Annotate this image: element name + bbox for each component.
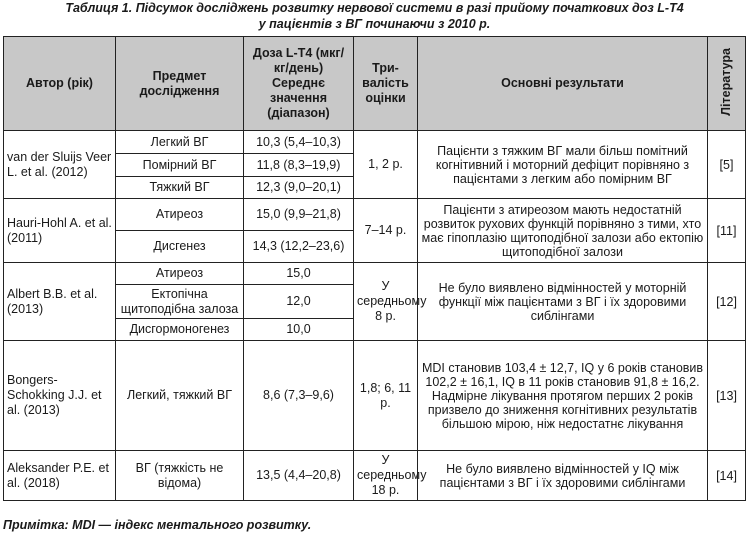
cell-dose: 10,0 [244,319,354,341]
cell-subject: Тяжкий ВГ [116,177,244,199]
caption-line-2: у пацієнтів з ВГ починаючи з 2010 р. [258,17,491,31]
header-subject: Предмет дослідження [116,37,244,131]
table-row [4,451,746,501]
header-duration: Три-валість оцінки [354,37,418,131]
cell-ref: [14] [708,451,746,501]
cell-ref: [13] [708,341,746,451]
cell-result: Пацієнти з атиреозом мають недостатній розвиток рухових функцій порівняно з тими, хто має гіпоплазію щитоподібної залози або ектопію щитоподібної залози [418,199,708,263]
cell-duration: 7–14 р. [354,199,418,263]
cell-subject: Ектопічна щитоподібна залоза [116,285,244,319]
cell-author: Bongers-Schokking J.J. et al. (2013) [4,341,116,451]
cell-result: MDI становив 103,4 ± 12,7, IQ у 6 років становив 102,2 ± 16,1, IQ в 11 років становив 91,8 ± 16,2. Надмірне лікування протягом перших 2 років призвело до зниження когнітивних результатів більшою мірою, ніж недостатнє лікування [418,341,708,451]
cell-duration: 1, 2 р. [354,131,418,199]
cell-subject: Легкий, тяжкий ВГ [116,341,244,451]
cell-dose: 12,0 [244,285,354,319]
cell-author: Hauri-Hohl A. et al. (2011) [4,199,116,263]
cell-result: Пацієнти з тяжким ВГ мали більш помітний когнітивний і моторний дефіцит порівняно з пацієнтами з легким або помірним ВГ [418,131,708,199]
table-row [4,199,746,231]
studies-table [3,36,746,501]
cell-dose: 14,3 (12,2–23,6) [244,231,354,263]
table-row [4,263,746,285]
cell-subject: ВГ (тяжкість не відома) [116,451,244,501]
cell-author: van der Sluijs Veer L. et al. (2012) [4,131,116,199]
header-results: Основні результати [418,37,708,131]
cell-dose: 13,5 (4,4–20,8) [244,451,354,501]
cell-duration: 1,8; 6, 11 р. [354,341,418,451]
header-author: Автор (рік) [4,37,116,131]
header-row [4,37,746,131]
cell-author: Albert B.B. et al. (2013) [4,263,116,341]
cell-dose: 15,0 (9,9–21,8) [244,199,354,231]
cell-duration: У середньому 8 р. [354,263,418,341]
cell-ref: [5] [708,131,746,199]
cell-dose: 11,8 (8,3–19,9) [244,154,354,177]
table-caption [0,0,749,32]
cell-result: Не було виявлено відмінностей у моторній функції між пацієнтами з ВГ і їх здоровими сиблінгами [418,263,708,341]
cell-ref: [12] [708,263,746,341]
cell-subject: Помірний ВГ [116,154,244,177]
table-footnote: Примітка: MDI — індекс ментального розвитку. [3,518,312,532]
table-row [4,341,746,451]
cell-subject: Дисгенез [116,231,244,263]
cell-ref: [11] [708,199,746,263]
table-row [4,131,746,154]
cell-author: Aleksander P.E. et al. (2018) [4,451,116,501]
caption-line-1: Таблиця 1. Підсумок досліджень розвитку нервової системи в разі прийому початкових доз L-T4 [65,1,684,15]
cell-subject: Атиреоз [116,199,244,231]
cell-result: Не було виявлено відмінностей у IQ між пацієнтами з ВГ і їх здоровими сиблінгами [418,451,708,501]
header-refs [708,37,746,131]
cell-dose: 10,3 (5,4–10,3) [244,131,354,154]
cell-subject: Легкий ВГ [116,131,244,154]
header-refs-label: Література [719,47,733,116]
cell-subject: Дисгормоногенез [116,319,244,341]
cell-dose: 12,3 (9,0–20,1) [244,177,354,199]
cell-dose: 15,0 [244,263,354,285]
header-dose: Доза L-T4 (мкг/кг/день) Середнє значення (діапазон) [244,37,354,131]
cell-subject: Атиреоз [116,263,244,285]
cell-dose: 8,6 (7,3–9,6) [244,341,354,451]
cell-duration: У середньому 18 р. [354,451,418,501]
